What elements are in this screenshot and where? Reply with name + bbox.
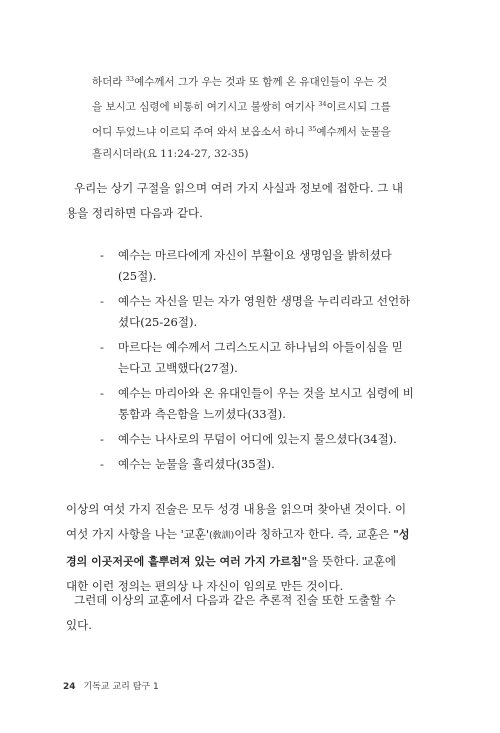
dash-bullet: - xyxy=(100,386,104,400)
paragraph-line: 이상의 여섯 가지 진술은 모두 성경 내용을 읽으며 찾아낸 것이다. 이 xyxy=(66,502,407,516)
verse-number: 35 xyxy=(308,125,317,133)
list-item-line: 예수는 자신을 믿는 자가 영원한 생명을 누리리라고 선언하 xyxy=(118,294,411,308)
dash-bullet: - xyxy=(100,457,104,471)
emphasis-text: "성 xyxy=(393,528,410,541)
paragraph-line: 있다. xyxy=(66,618,92,632)
paragraph-line: 우리는 상기 구절을 읽으며 여러 가지 사실과 정보에 접한다. 그 내 xyxy=(74,181,404,195)
list-item-line: 예수는 마르다에게 자신이 부활이요 생명임을 밝히셨다 xyxy=(118,248,392,262)
teaching-list xyxy=(100,245,440,479)
quote-line: 어디 두었느냐 이르되 주여 와서 보옵소서 하니 $^{35}$예수께서 눈물을 xyxy=(92,125,391,138)
quote-line: 하더라 $^{33}$예수께서 그가 우는 것과 또 함께 온 유대인들이 우는 것 xyxy=(92,75,388,88)
list-item-line: (25절). xyxy=(118,269,157,283)
list-item-line: 예수는 눈물을 흘리셨다(35절). xyxy=(118,457,275,471)
hanja-annotation: (敎訓) xyxy=(209,531,235,541)
book-title: 기독교 교리 탐구 1 xyxy=(83,682,159,692)
list-item xyxy=(100,454,440,475)
dash-bullet: - xyxy=(100,294,104,308)
quote-line: 을 보시고 심령에 비통히 여기시고 불쌍히 여기사 $^{34}$이르시되 그를 xyxy=(92,100,391,113)
list-item xyxy=(100,383,440,425)
list-item-line: 마르다는 예수께서 그리스도시고 하나님의 아들이심을 믿 xyxy=(118,340,403,354)
quote-line: 흘리시더라(요 11:24-27, 32-35) xyxy=(92,148,249,160)
dash-bullet: - xyxy=(100,248,104,262)
list-item-line: 통함과 측은함을 느끼셨다(33절). xyxy=(118,407,286,421)
inference-paragraph xyxy=(66,588,436,638)
paragraph-line: 대한 이런 정의는 편의상 나 자신이 임의로 만든 것이다. xyxy=(66,579,344,593)
list-item xyxy=(100,429,440,450)
list-item-line: 셨다(25-26절). xyxy=(118,315,198,329)
page-number: 24 xyxy=(63,682,76,692)
verse-number: 34 xyxy=(318,100,327,108)
list-item-line: 예수는 마리아와 온 유대인들이 우는 것을 보시고 심령에 비 xyxy=(118,386,414,400)
list-item-line: 는다고 고백했다(27절). xyxy=(118,361,238,375)
paragraph-line: 여섯 가지 사항을 나는 '교훈'(敎訓)이라 칭하고자 한다. 즉, 교훈은 "성 xyxy=(66,527,410,541)
list-item xyxy=(100,337,440,379)
paragraph-line: 그런데 이상의 교훈에서 다음과 같은 추론적 진술 또한 도출할 수 xyxy=(74,593,396,607)
list-item-line: 예수는 나사로의 무덤이 어디에 있는지 물으셨다(34절). xyxy=(118,432,397,446)
dash-bullet: - xyxy=(100,432,104,446)
summary-paragraph xyxy=(66,497,436,599)
scripture-quote xyxy=(92,68,422,165)
dash-bullet: - xyxy=(100,340,104,354)
page-footer xyxy=(63,679,159,692)
paragraph-line: 용을 정리하면 다음과 같다. xyxy=(66,206,203,220)
verse-number: 33 xyxy=(125,75,135,83)
list-item xyxy=(100,245,440,287)
intro-paragraph xyxy=(66,176,436,226)
paragraph-line: 경의 이곳저곳에 흩뿌려져 있는 여러 가지 가르침"을 뜻한다. 교훈에 xyxy=(66,554,396,568)
list-item xyxy=(100,291,440,333)
emphasis-text: 경의 이곳저곳에 흩뿌려져 있는 여러 가지 가르침" xyxy=(66,555,308,568)
